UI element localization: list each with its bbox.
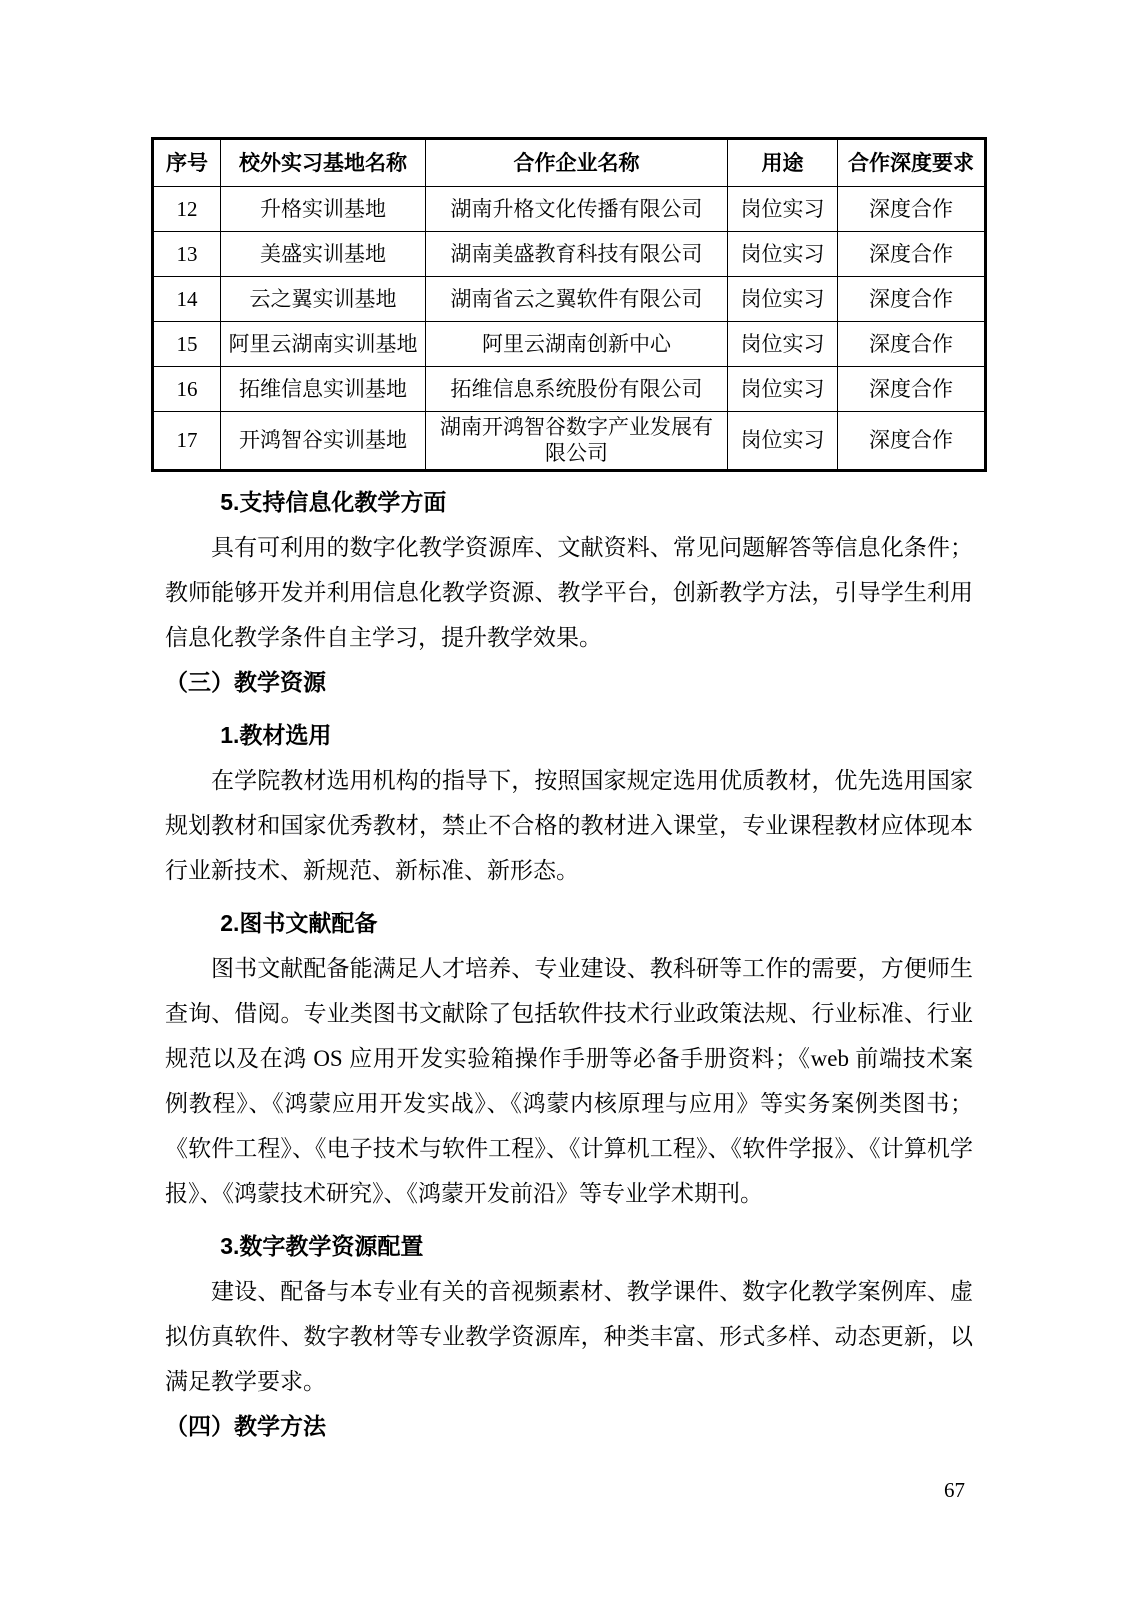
body-paragraph: 建设、配备与本专业有关的音视频素材、教学课件、数字化教学案例库、虚拟仿真软件、数字教材等专业教学资源库，种类丰富、形式多样、动态更新，以满足教学要求。 [165,1278,973,1394]
table-cell: 16 [153,367,221,412]
section-heading: （三）教学资源 [165,668,326,695]
column-header: 合作企业名称 [426,139,728,187]
table-cell: 云之翼实训基地 [221,277,426,322]
section-heading: （四）教学方法 [165,1412,326,1439]
column-header: 校外实习基地名称 [221,139,426,187]
table-cell: 深度合作 [838,367,986,412]
table-cell: 深度合作 [838,232,986,277]
body-paragraph: 在学院教材选用机构的指导下，按照国家规定选用优质教材，优先选用国家规划教材和国家优秀教材，禁止不合格的教材进入课堂，专业课程教材应体现本行业新技术、新规范、新标准、新形态。 [165,767,973,883]
table-row [153,232,986,277]
table-row [153,187,986,232]
body-paragraph: 具有可利用的数字化教学资源库、文献资料、常见问题解答等信息化条件；教师能够开发并利用信息化教学资源、教学平台，创新教学方法，引导学生利用信息化教学条件自主学习，提升教学效果。 [165,534,973,650]
table-cell: 开鸿智谷实训基地 [221,412,426,471]
subsection-heading: 3.数字教学资源配置 [220,1232,424,1259]
table-cell: 岗位实习 [728,232,838,277]
table-cell: 湖南开鸿智谷数字产业发展有限公司 [426,412,728,471]
table-row [153,367,986,412]
table-cell: 湖南美盛教育科技有限公司 [426,232,728,277]
table-cell: 阿里云湖南实训基地 [221,322,426,367]
table-cell: 岗位实习 [728,367,838,412]
table-cell: 深度合作 [838,277,986,322]
table-cell: 13 [153,232,221,277]
table-cell: 拓维信息实训基地 [221,367,426,412]
table-row [153,412,986,471]
table-cell: 拓维信息系统股份有限公司 [426,367,728,412]
subsection-heading: 2.图书文献配备 [220,909,378,936]
column-header: 用途 [728,139,838,187]
table-row [153,277,986,322]
table-cell: 17 [153,412,221,471]
table-cell: 美盛实训基地 [221,232,426,277]
table-row [153,322,986,367]
column-header: 合作深度要求 [838,139,986,187]
body-paragraph: 图书文献配备能满足人才培养、专业建设、教科研等工作的需要，方便师生查询、借阅。专业类图书文献除了包括软件技术行业政策法规、行业标准、行业规范以及在鸿 OS 应用开发实验箱操作手册等必备手册资料；《web 前端技术案例教程》、《鸿蒙应用开发实战》、《鸿蒙内核原理与应用》等实务案例类图书；《软件工程》、《电子技术与软件工程》、《计算机工程》、《软件学报》、《计算机学报》、《鸿蒙技术研究》、《鸿蒙开发前沿》等专业学术期刊。 [165,955,973,1206]
table-cell: 12 [153,187,221,232]
table-cell: 深度合作 [838,412,986,471]
document-body [165,480,973,1449]
subsection-heading: 1.教材选用 [220,721,332,748]
table-cell: 14 [153,277,221,322]
table-cell: 岗位实习 [728,412,838,471]
table-cell: 湖南省云之翼软件有限公司 [426,277,728,322]
table-cell: 深度合作 [838,187,986,232]
table-cell: 升格实训基地 [221,187,426,232]
subsection-heading: 5.支持信息化教学方面 [220,488,447,515]
column-header: 序号 [153,139,221,187]
table-cell: 岗位实习 [728,277,838,322]
table-cell: 深度合作 [838,322,986,367]
table-cell: 岗位实习 [728,187,838,232]
internship-base-table [151,137,987,472]
page-number: 67 [944,1478,965,1502]
table-cell: 阿里云湖南创新中心 [426,322,728,367]
table-cell: 岗位实习 [728,322,838,367]
table-cell: 湖南升格文化传播有限公司 [426,187,728,232]
table-header-row [153,139,986,187]
table-cell: 15 [153,322,221,367]
